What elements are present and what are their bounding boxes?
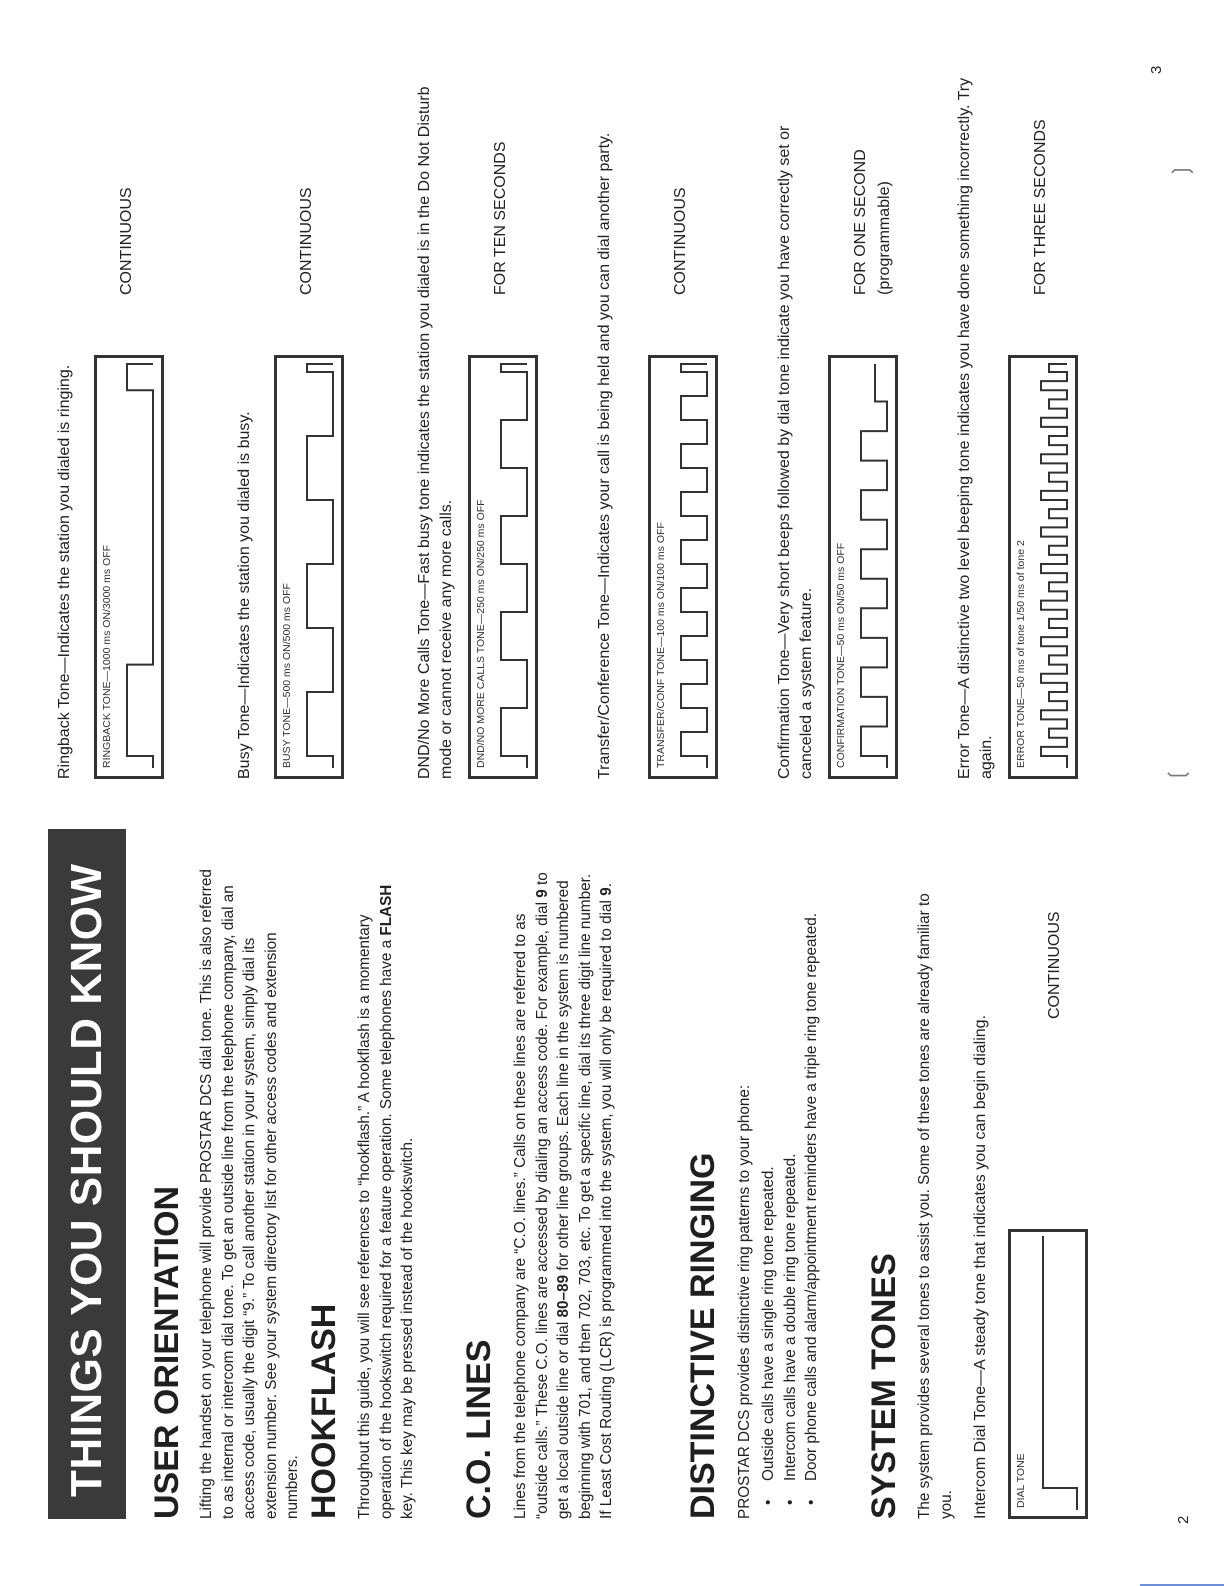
tone-duration: FOR THREE SECONDS — [1032, 119, 1049, 295]
waveform-line — [501, 364, 527, 768]
tone-waveform — [97, 358, 161, 776]
tone-duration: CONTINUOUS — [298, 187, 315, 295]
tone-duration: FOR ONE SECOND — [852, 149, 869, 295]
paragraph-co-lines: Lines from the telephone company are “C.O. lines.” Calls on these lines are referred to as “outside calls.” These C.O. lines are accessed by dialing an access code. For example, dial 9 to get a local outside line or dial 80–89 for other line groups. Each line in the system is numbered beginning with 701, and then 702, 703, etc. To get a specific line, dial its three digit line number. If Least Cost Routing (LCR) is programmed into the system, you will only be required to dial 9. — [512, 872, 615, 1519]
paragraph-user-orientation: Lifting the handset on your telephone will provide PROSTAR DCS dial tone. This is also referred to as internal or intercom dial tone. To get an outside line from the telephone company, dial an access code, usually the digit “9.” To call another station in your system, simply dial its extension number. See your system directory list for other access codes and extension numbers. — [198, 869, 301, 1519]
heading-system-tones: SYSTEM TONES — [865, 1253, 903, 1519]
waveform-line — [861, 364, 887, 768]
heading-distinctive-ringing: DISTINCTIVE RINGING — [684, 1152, 722, 1519]
heading-co-lines: C.O. LINES — [460, 1339, 498, 1519]
dial-tone-diagram — [1008, 1229, 1088, 1519]
scan-mark: ❲ — [1164, 765, 1189, 784]
dial-tone-duration: CONTINUOUS — [1046, 911, 1063, 1019]
tone-label: RINGBACK TONE—1000 ms ON/3000 ms OFF — [101, 544, 113, 768]
tone-diagram — [94, 355, 164, 779]
tone-description: Error Tone—A distinctive two level beeping tone indicates you have done something incorrectly. Try again. — [956, 77, 995, 779]
tone-duration: FOR TEN SECONDS — [492, 141, 509, 295]
page-banner-title: THINGS YOU SHOULD KNOW — [48, 829, 126, 1519]
tone-duration: CONTINUOUS — [118, 187, 135, 295]
tone-duration-note: (programmable) — [876, 181, 893, 295]
tone-diagram — [828, 355, 898, 779]
waveform-line — [1041, 364, 1067, 768]
tone-description: Confirmation Tone—Very short beeps followed by dial tone indicate you have correctly set or canceled a system feature. — [776, 125, 815, 779]
tone-description: Busy Tone—Indicates the station you dialed is busy. — [236, 411, 253, 779]
tone-label: CONFIRMATION TONE—50 ms ON/50 ms OFF — [835, 542, 847, 768]
heading-user-orientation: USER ORIENTATION — [148, 1185, 186, 1519]
heading-hookflash: HOOKFLASH — [305, 1303, 343, 1519]
tone-waveform — [277, 358, 341, 776]
tone-diagram — [648, 355, 718, 779]
waveform-line — [681, 364, 707, 768]
paragraph-distinctive-ringing: PROSTAR DCS provides distinctive ring patterns to your phone: — [736, 1084, 753, 1519]
list-item: • Door phone calls and alarm/appointment reminders have a triple ring tone repeated. — [801, 869, 823, 1509]
scan-mark: ❳ — [1168, 161, 1193, 180]
tone-diagram — [274, 355, 344, 779]
intercom-dial-tone-description: Intercom Dial Tone—A steady tone that indicates you can begin dialing. — [972, 1014, 989, 1519]
tone-label: ERROR TONE—50 ms of tone 1/50 ms of tone 2 — [1015, 540, 1027, 768]
paragraph-hookflash: Throughout this guide, you will see references to “hookflash.” A hookflash is a momentary operation of the hookswitch required for a feature operation. Some telephones have a FLASH key. This key may be pressed instead of the hookswitch. — [356, 884, 416, 1519]
tone-diagram — [1008, 355, 1078, 779]
page-number-right: 3 — [1148, 65, 1165, 74]
tone-waveform — [831, 358, 895, 776]
dial-tone-waveform — [1011, 1232, 1085, 1516]
tone-label: TRANSFER/CONF TONE—100 ms ON/100 ms OFF — [655, 522, 667, 768]
tone-waveform — [651, 358, 715, 776]
tone-diagram — [468, 355, 538, 779]
tone-description: Ringback Tone—Indicates the station you dialed is ringing. — [56, 364, 73, 779]
tone-description: DND/No More Calls Tone—Fast busy tone indicates the station you dialed is in the Do Not Disturb mode or cannot receive any more calls. — [416, 86, 455, 779]
page-number-left: 2 — [1175, 1515, 1192, 1524]
tone-waveform — [1011, 358, 1075, 776]
dial-tone-label: DIAL TONE — [1015, 1453, 1027, 1508]
list-item: • Outside calls have a single ring tone repeated. — [758, 869, 780, 1509]
tone-label: BUSY TONE—500 ms ON/500 ms OFF — [281, 583, 293, 768]
ring-pattern-list — [758, 869, 823, 1509]
tone-label: DND/NO MORE CALLS TONE—250 ms ON/250 ms OFF — [475, 499, 487, 768]
waveform-line — [127, 364, 153, 768]
paragraph-system-tones: The system provides several tones to assist you. Some of these tones are already familiar to you. — [916, 893, 955, 1519]
tone-waveform — [471, 358, 535, 776]
list-item: • Intercom calls have a double ring tone repeated. — [780, 869, 802, 1509]
tone-duration: CONTINUOUS — [672, 187, 689, 295]
tone-description: Transfer/Conference Tone—Indicates your call is being held and you can dial another party. — [596, 132, 613, 779]
waveform-line — [307, 364, 333, 768]
